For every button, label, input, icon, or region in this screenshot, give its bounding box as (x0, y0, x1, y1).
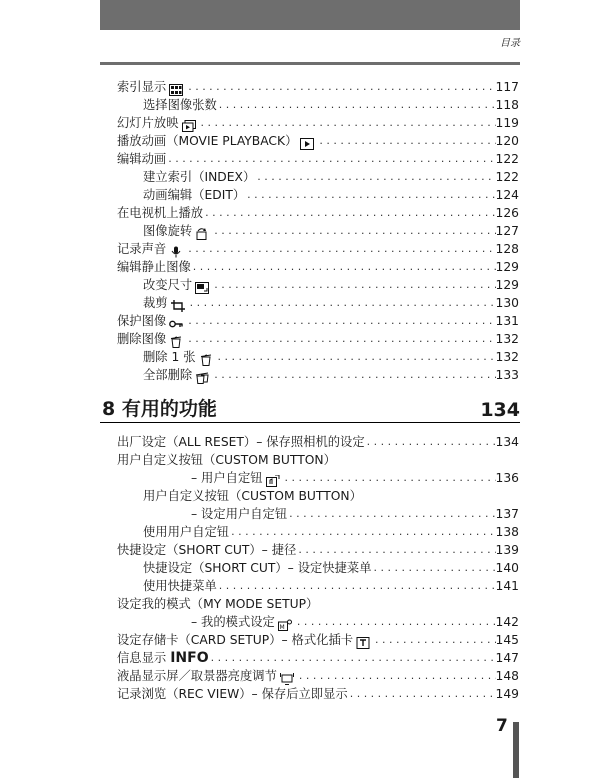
toc-entry (117, 541, 519, 559)
page-edge-bar (513, 722, 519, 778)
toc-entry-title: – 设定用户自定钮 (191, 507, 288, 521)
resize-icon (195, 282, 209, 294)
play-icon (300, 138, 314, 150)
brightness-icon (280, 673, 294, 685)
toc-entry (117, 348, 519, 366)
toc-entry-page: 149 (495, 687, 519, 701)
index-grid-icon (169, 84, 183, 96)
toc-entry-title: 改变尺寸 (143, 278, 193, 292)
toc-entry (117, 150, 519, 168)
toc-entry-title: 用户自定义按钮（CUSTOM BUTTON） (117, 453, 336, 467)
dot-leader (217, 96, 496, 114)
header-rule (100, 62, 520, 65)
slideshow-icon (182, 120, 196, 132)
toc-entry-title: 索引显示 (117, 80, 167, 94)
dot-leader (209, 649, 496, 667)
dot-leader (186, 240, 495, 258)
toc-entry-page: 148 (495, 669, 519, 683)
toc-entry-page: 127 (495, 224, 519, 238)
toc-entry-page: 139 (495, 543, 519, 557)
dot-leader (186, 78, 495, 96)
trash-icon (169, 336, 183, 348)
chapter-rule (100, 422, 520, 423)
toc-entry-title: 记录声音 (117, 242, 167, 256)
toc-entry (117, 222, 519, 240)
page-number: 7 (496, 716, 508, 736)
dot-leader (191, 258, 496, 276)
toc-entry (117, 78, 519, 96)
toc-entry-page: 145 (495, 633, 519, 647)
toc-entry-title: 设定我的模式（MY MODE SETUP） (117, 597, 319, 611)
toc-entry-page: 137 (495, 507, 519, 521)
toc-entry-page: 119 (495, 116, 519, 130)
rotate-icon (195, 228, 209, 240)
dot-leader (229, 523, 495, 541)
chapter-page: 134 (480, 399, 520, 421)
toc-entry (117, 330, 519, 348)
toc-entry-page: 134 (495, 435, 519, 449)
toc-entry-title: 裁剪 (143, 296, 168, 310)
toc-entry-title: 保护图像 (117, 314, 167, 328)
toc-entry-title: 删除 1 张 (143, 350, 196, 364)
toc-entry-title: 图像旋转 (143, 224, 193, 238)
mymode-icon (278, 619, 292, 631)
dot-leader (255, 168, 495, 186)
toc-entry-title: 编辑静止图像 (117, 260, 191, 274)
dot-leader (297, 667, 496, 685)
dot-leader (216, 348, 496, 366)
toc-entry-page: 120 (495, 134, 519, 148)
toc-entry-page: 129 (495, 278, 519, 292)
toc-entry-title: 出厂设定（ALL RESET）– 保存照相机的设定 (117, 435, 365, 449)
toc-entry (117, 595, 519, 613)
toc-entry-page: 132 (495, 350, 519, 364)
toc-entry-title: 快捷设定（SHORT CUT）– 捷径 (117, 543, 297, 557)
dot-leader (295, 613, 496, 631)
toc-entry (117, 685, 519, 703)
toc-entry-title: 在电视机上播放 (117, 206, 204, 220)
toc-entry (117, 469, 519, 487)
dot-leader (199, 114, 496, 132)
toc-entry-title: 液晶显示屏／取景器亮度调节 (117, 669, 277, 683)
toc-entry-title: 快捷设定（SHORT CUT）– 设定快捷菜单 (143, 561, 372, 575)
toc-entry-page: 130 (495, 296, 519, 310)
dot-leader (373, 631, 495, 649)
toc-entry-page: 117 (495, 80, 519, 94)
toc-entry-page: 140 (495, 561, 519, 575)
card-icon (356, 637, 370, 649)
toc-entry (117, 366, 519, 384)
toc-entry (117, 186, 519, 204)
toc-entry-title: 选择图像张数 (143, 98, 217, 112)
header-bar (100, 0, 520, 30)
trash-all-icon (195, 372, 209, 384)
toc-entry (117, 258, 519, 276)
toc-entry (117, 523, 519, 541)
toc-entry (117, 649, 519, 667)
dot-leader (348, 685, 496, 703)
toc-entry-title: – 我的模式设定 (191, 615, 275, 629)
toc-entry-title: 建立索引（INDEX） (143, 170, 256, 184)
toc-entry-page: 131 (495, 314, 519, 328)
toc-entry (117, 168, 519, 186)
toc-entry-title: 删除图像 (117, 332, 167, 346)
toc-entry (117, 433, 519, 451)
toc-entry-title: – 用户自定钮 (191, 471, 263, 485)
toc-entry-title: 信息显示 (117, 651, 167, 665)
toc-entry (117, 577, 519, 595)
dot-leader (212, 276, 495, 294)
microphone-icon (169, 246, 183, 258)
dot-leader (166, 150, 495, 168)
crop-icon (171, 300, 185, 312)
chapter-title: 8 有用的功能 (102, 398, 217, 420)
toc-entry-title: 播放动画（MOVIE PLAYBACK） (117, 134, 298, 148)
toc-entry (117, 276, 519, 294)
dot-leader (287, 505, 495, 523)
toc-entry (117, 204, 519, 222)
toc-entry-title: 使用快捷菜单 (143, 579, 217, 593)
toc-entry-page: 129 (495, 260, 519, 274)
toc-entry (117, 312, 519, 330)
toc-entry (117, 132, 519, 150)
toc-entry (117, 631, 519, 649)
toc-list-top (117, 78, 519, 384)
toc-entry-title: 使用用户自定钮 (143, 525, 230, 539)
dot-leader (203, 204, 495, 222)
dot-leader (212, 366, 495, 384)
toc-entry (117, 451, 519, 469)
toc-entry-page: 122 (495, 170, 519, 184)
dot-leader (245, 186, 495, 204)
toc-entry (117, 294, 519, 312)
section-label: 目录 (500, 38, 520, 49)
toc-entry-page: 118 (495, 98, 519, 112)
dot-leader (283, 469, 496, 487)
toc-entry-title: 幻灯片放映 (117, 116, 179, 130)
toc-entry-page: 136 (495, 471, 519, 485)
dot-leader (186, 312, 495, 330)
toc-entry (117, 240, 519, 258)
dot-leader (365, 433, 496, 451)
toc-entry-page: 138 (495, 525, 519, 539)
toc-entry-page: 128 (495, 242, 519, 256)
toc-entry-page: 124 (495, 188, 519, 202)
toc-entry-page: 133 (495, 368, 519, 382)
key-icon (169, 318, 183, 330)
chapter-heading (102, 395, 520, 421)
toc-entry-page: 126 (495, 206, 519, 220)
toc-entry (117, 487, 519, 505)
toc-entry (117, 96, 519, 114)
dot-leader (372, 559, 496, 577)
toc-entry (117, 559, 519, 577)
toc-entry (117, 667, 519, 685)
toc-list-bottom (117, 433, 519, 703)
dot-leader (317, 132, 495, 150)
svg-text:M: M (279, 624, 285, 631)
dot-leader (217, 577, 496, 595)
custom-button-icon (266, 475, 280, 487)
toc-entry-page: 147 (495, 651, 519, 665)
toc-entry-page: 122 (495, 152, 519, 166)
toc-entry-title: 编辑动画 (117, 152, 167, 166)
toc-entry (117, 613, 519, 631)
toc-entry-title: 用户自定义按钮（CUSTOM BUTTON） (143, 489, 362, 503)
dot-leader (212, 222, 495, 240)
toc-entry-title: 设定存储卡（CARD SETUP）– 格式化插卡 (117, 633, 354, 647)
toc-entry-title: 动画编辑（EDIT） (143, 188, 246, 202)
toc-entry-page: 132 (495, 332, 519, 346)
toc-entry-page: 141 (495, 579, 519, 593)
dot-leader (296, 541, 495, 559)
toc-entry-title: 记录浏览（REC VIEW）– 保存后立即显示 (117, 687, 348, 701)
trash-icon (199, 354, 213, 366)
dot-leader (188, 294, 496, 312)
toc-entry (117, 114, 519, 132)
dot-leader (186, 330, 495, 348)
toc-entry-page: 142 (495, 615, 519, 629)
toc-entry (117, 505, 519, 523)
toc-entry-title: 全部删除 (143, 368, 193, 382)
info-label-icon: INFO (170, 650, 209, 666)
